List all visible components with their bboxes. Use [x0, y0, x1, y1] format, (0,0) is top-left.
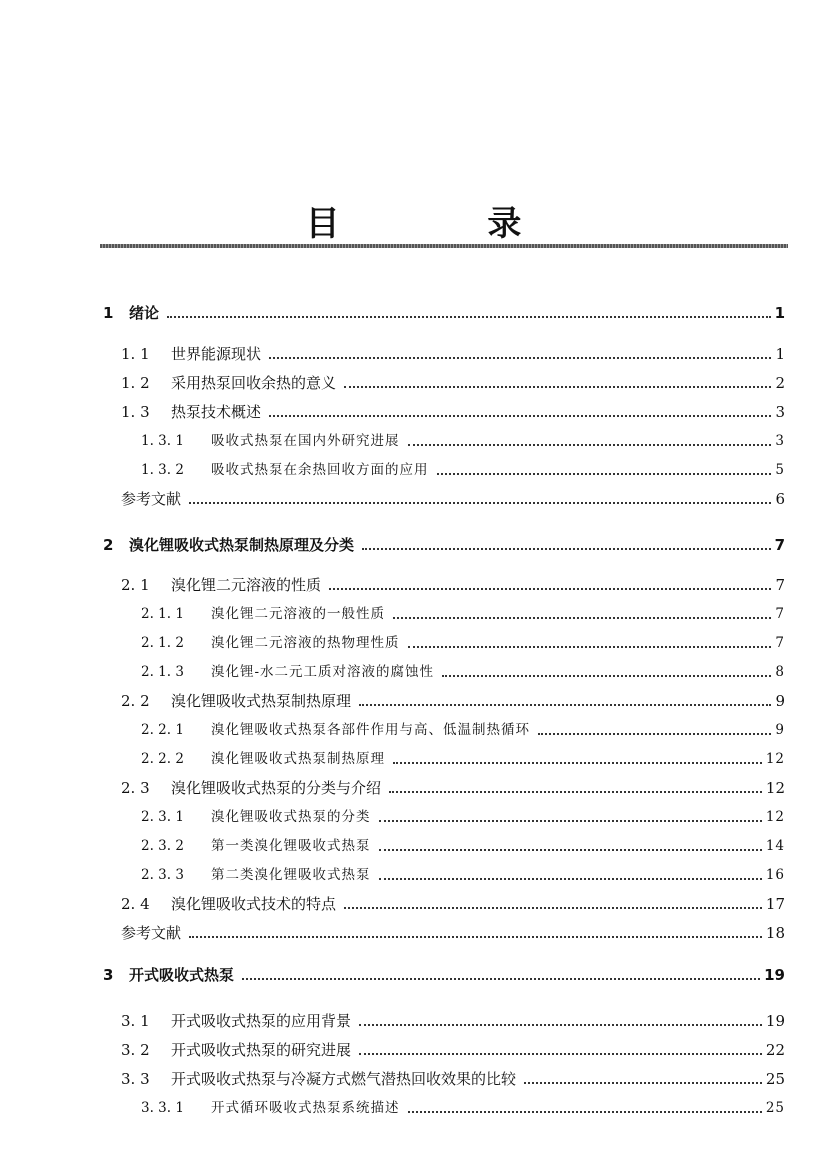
toc-entry-number: 3. 3 [121, 1070, 150, 1088]
toc-entry-page: 6 [775, 490, 785, 508]
toc-entry-title: 溴化锂吸收式热泵制热原理 [171, 692, 352, 710]
toc-entry-title: 溴化锂二元溶液的热物理性质 [211, 635, 400, 651]
toc-entry-number: 3. 1 [121, 1012, 150, 1030]
toc-entry-page: 9 [775, 692, 785, 710]
toc-entry-number: 1 [103, 304, 114, 322]
toc-entry-title: 溴化锂吸收式热泵的分类 [211, 809, 371, 825]
toc-dot-leader [359, 1024, 762, 1026]
toc-dot-leader [379, 849, 762, 851]
toc-entry [103, 963, 785, 985]
toc-entry-title: 世界能源现状 [171, 345, 262, 363]
toc-dot-leader [344, 386, 771, 388]
toc-entry-title: 溴化锂吸收式技术的特点 [171, 895, 337, 913]
toc-dot-leader [524, 1082, 762, 1084]
toc-dot-leader [393, 617, 771, 619]
toc-entry-title: 溴化锂吸收式热泵制热原理及分类 [129, 536, 355, 554]
toc-dot-leader [408, 1111, 762, 1113]
title-rule [100, 244, 788, 248]
toc-entry-number: 2. 2 [121, 692, 150, 710]
toc-entry [141, 1096, 785, 1118]
toc-entry-title: 吸收式热泵在国内外研究进展 [211, 433, 400, 449]
toc-entry-page: 7 [775, 606, 785, 622]
toc-entry [141, 863, 785, 885]
toc-entry [121, 400, 785, 422]
toc-entry-number: 2. 3. 1 [141, 809, 184, 825]
toc-entry-page: 7 [775, 576, 785, 594]
toc-dot-leader [538, 733, 771, 735]
toc-entry [103, 301, 785, 323]
toc-entry-number: 1. 1 [121, 345, 150, 363]
toc-entry-title: 吸收式热泵在余热回收方面的应用 [211, 462, 429, 478]
toc-entry [121, 892, 785, 914]
toc-entry [141, 747, 785, 769]
toc-entry-number: 2. 2. 1 [141, 722, 184, 738]
toc-dot-leader [269, 415, 771, 417]
toc-entry-title: 溴化锂吸收式热泵的分类与介绍 [171, 779, 382, 797]
toc-entry-title: 开式吸收式热泵与冷凝方式燃气潜热回收效果的比较 [171, 1070, 517, 1088]
toc-entry-title: 溴化锂二元溶液的性质 [171, 576, 322, 594]
toc-entry-title: 第一类溴化锂吸收式热泵 [211, 838, 371, 854]
toc-entry-page: 12 [765, 809, 785, 825]
toc-entry-number: 1. 3 [121, 403, 150, 421]
toc-entry-number: 2. 3 [121, 779, 150, 797]
toc-entry [103, 533, 785, 555]
toc-dot-leader [408, 646, 772, 648]
toc-entry-page: 7 [775, 635, 785, 651]
toc-entry-page: 2 [775, 374, 785, 392]
toc-entry-title: 溴化锂吸收式热泵各部件作用与高、低温制热循环 [211, 722, 530, 738]
toc-entry-page: 25 [765, 1100, 785, 1116]
toc-entry [121, 776, 785, 798]
toc-dot-leader [269, 357, 771, 359]
toc-dot-leader [393, 762, 762, 764]
toc-entry-page: 16 [765, 867, 785, 883]
toc-entry-number: 2. 1. 1 [141, 606, 184, 622]
toc-entry-page: 19 [765, 1012, 785, 1030]
toc-entry-number: 3. 2 [121, 1041, 150, 1059]
toc-dot-leader [362, 548, 771, 550]
toc-entry-title: 开式循环吸收式热泵系统描述 [211, 1100, 400, 1116]
toc-entry [121, 1009, 785, 1031]
toc-entry-title: 参考文献 [121, 490, 182, 508]
toc-entry-page: 22 [765, 1041, 785, 1059]
toc-entry-page: 3 [775, 433, 785, 449]
toc-entry-page: 12 [765, 779, 785, 797]
toc-dot-leader [408, 444, 772, 446]
toc-entry-number: 2. 4 [121, 895, 150, 913]
toc-entry-page: 17 [765, 895, 785, 913]
toc-entry-number: 1. 2 [121, 374, 150, 392]
toc-entry-page: 7 [774, 536, 785, 554]
toc-dot-leader [379, 878, 762, 880]
toc-entry-page: 25 [765, 1070, 785, 1088]
toc-entry [121, 689, 785, 711]
toc-entry [121, 573, 785, 595]
toc-entry-title: 热泵技术概述 [171, 403, 262, 421]
toc-dot-leader [167, 316, 771, 318]
toc-entry-page: 5 [775, 462, 785, 478]
toc-entry-page: 19 [764, 966, 785, 984]
toc-dot-leader [389, 791, 762, 793]
toc-entry [141, 718, 785, 740]
toc-entry-number: 2 [103, 536, 114, 554]
toc-entry [141, 834, 785, 856]
toc-entry-page: 1 [774, 304, 785, 322]
page-title: 目 录 [305, 204, 590, 244]
toc-entry [121, 921, 785, 943]
toc-dot-leader [189, 502, 771, 504]
toc-entry-title: 溴化锂吸收式热泵制热原理 [211, 751, 385, 767]
toc-entry-number: 2. 3. 3 [141, 867, 184, 883]
toc-entry [141, 602, 785, 624]
toc-entry [121, 1067, 785, 1089]
toc-dot-leader [189, 936, 762, 938]
toc-entry-number: 1. 3. 2 [141, 462, 184, 478]
toc-dot-leader [242, 978, 760, 980]
toc-entry-number: 3. 3. 1 [141, 1100, 184, 1116]
toc-entry-number: 2. 1. 3 [141, 664, 184, 680]
toc-entry-title: 开式吸收式热泵 [129, 966, 235, 984]
toc-entry-number: 1. 3. 1 [141, 433, 184, 449]
toc-entry [121, 487, 785, 509]
toc-dot-leader [359, 704, 771, 706]
toc-entry-title: 采用热泵回收余热的意义 [171, 374, 337, 392]
toc-entry [121, 342, 785, 364]
toc-entry-title: 溴化锂二元溶液的一般性质 [211, 606, 385, 622]
toc-entry-number: 3 [103, 966, 114, 984]
toc-entry [141, 458, 785, 480]
toc-dot-leader [329, 588, 771, 590]
toc-entry-title: 参考文献 [121, 924, 182, 942]
toc-entry [121, 371, 785, 393]
toc-entry-title: 开式吸收式热泵的应用背景 [171, 1012, 352, 1030]
toc-entry-page: 18 [765, 924, 785, 942]
toc-dot-leader [344, 907, 762, 909]
toc-entry [141, 805, 785, 827]
toc-entry-title: 溴化锂-水二元工质对溶液的腐蚀性 [211, 664, 435, 680]
toc-dot-leader [442, 675, 771, 677]
toc-entry-number: 2. 1. 2 [141, 635, 184, 651]
toc-entry-page: 8 [775, 664, 785, 680]
toc-entry [141, 429, 785, 451]
toc-entry-number: 2. 2. 2 [141, 751, 184, 767]
toc-entry-number: 2. 1 [121, 576, 150, 594]
toc-entry-title: 绪论 [129, 304, 160, 322]
toc-entry-title: 第二类溴化锂吸收式热泵 [211, 867, 371, 883]
toc-dot-leader [437, 473, 772, 475]
toc-entry-page: 3 [775, 403, 785, 421]
toc-entry [141, 631, 785, 653]
toc-entry-page: 9 [775, 722, 785, 738]
toc-entry [141, 660, 785, 682]
toc-entry-page: 12 [765, 751, 785, 767]
toc-entry [121, 1038, 785, 1060]
toc-entry-title: 开式吸收式热泵的研究进展 [171, 1041, 352, 1059]
toc-dot-leader [359, 1053, 762, 1055]
toc-dot-leader [379, 820, 762, 822]
toc-entry-page: 14 [765, 838, 785, 854]
toc-entry-number: 2. 3. 2 [141, 838, 184, 854]
toc-entry-page: 1 [775, 345, 785, 363]
